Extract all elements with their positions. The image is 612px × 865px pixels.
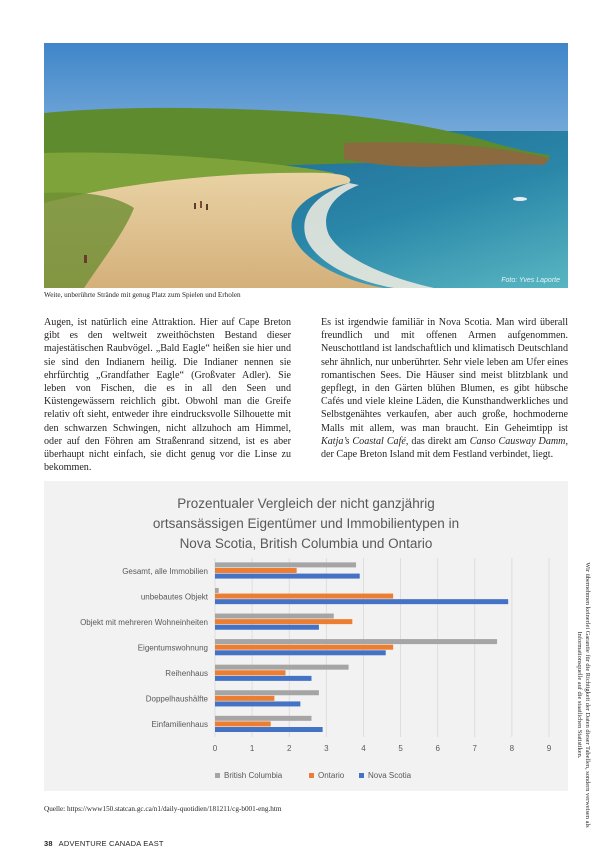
bar-nova-scotia [215,676,311,681]
category-label: Eigentumswohnung [137,643,208,653]
disclaimer-note: Wir übernehmen keinerlei Garantie für die Richtigkeit der Daten dieser Tabellen, sondern verweisen als Informationsquelle auf die staatlichen Statistiken. [576,562,591,828]
article-column-right [321,316,568,461]
bar-british-columbia [215,588,219,593]
x-tick-label: 8 [509,744,515,753]
x-tick-label: 3 [324,744,329,753]
source-line: Quelle: https://www150.statcan.gc.ca/n1/daily-quotidien/181211/cg-b001-eng.htm [44,805,282,813]
x-tick-label: 6 [435,744,440,753]
article-text: , das direkt am [405,435,470,447]
x-tick-label: 2 [286,744,292,753]
photo-credit: Foto: Yves Laporte [501,277,560,284]
dam-name: Canso Causway Damm [469,435,566,447]
chart-title-line: Prozentualer Vergleich der nicht ganzjährig [177,496,435,511]
page-number: 38 [44,839,53,848]
x-tick-label: 7 [472,744,478,753]
bar-nova-scotia [215,599,508,604]
cafe-name: Katja’s Coastal Café [321,435,406,447]
x-tick-label: 1 [249,744,255,753]
legend-label: Nova Scotia [368,771,412,780]
bar-british-columbia [215,614,334,619]
bar-chart [44,481,568,791]
bar-nova-scotia [215,574,360,579]
bar-ontario [215,670,286,675]
category-label: Einfamilienhaus [151,720,208,730]
article-text: , der Cape Breton Island mit dem Festland verbindet, liegt. [321,435,568,461]
bar-ontario [215,721,271,726]
category-label: Gesamt, alle Immobilien [122,566,208,576]
chart-title-line: ortsansässigen Eigentümer und Immobilientypen in [152,516,460,531]
bar-british-columbia [215,639,497,644]
article-text: Es ist irgendwie familiär in Nova Scotia. Man wird überall freundlich und mit offenen Armen aufgenommen. Neuschottland ist landschaftlich und klimatisch Deutschland sehr ähnlich, nur unberührter. Sehr viele leben am Ufer eines romantischen Sees. Die Häuser sind meist blitzblank und gepflegt, in den Gärten blühen Blumen, es gibt hübsche Cafés und viele kleine Läden, die Kunsthandwerkliches und Selbstgenähtes verkaufen, aber auch große, hochmoderne Malls mit allem, was man braucht. Ein Geheimtipp ist [321,317,568,434]
x-tick-label: 9 [546,744,552,753]
bar-nova-scotia [215,701,300,706]
bar-british-columbia [215,562,356,567]
photo-caption: Weite, unberührte Strände mit genug Platz zum Spielen und Erholen [44,291,241,299]
category-label: unbebautes Objekt [140,592,208,602]
bar-ontario [215,645,393,650]
x-tick-label: 0 [212,744,218,753]
beach-photo [44,43,568,288]
x-tick-label: 5 [398,744,403,753]
x-tick-label: 4 [361,744,366,753]
bar-british-columbia [215,716,311,721]
magazine-title: ADVENTURE CANADA EAST [58,839,164,848]
chart-canvas [44,481,568,791]
article-column-left [44,316,291,474]
legend-label: Ontario [318,771,345,780]
bar-nova-scotia [215,625,319,630]
bar-ontario [215,696,274,701]
bar-british-columbia [215,690,319,695]
legend-swatch [215,773,220,778]
bar-nova-scotia [215,650,386,655]
legend-label: British Columbia [224,771,283,780]
page-footer [44,839,164,848]
legend-swatch [359,773,364,778]
bar-ontario [215,594,393,599]
bar-nova-scotia [215,727,323,732]
category-label: Doppelhaushälfte [145,694,208,704]
category-label: Reihenhaus [165,669,208,679]
bar-ontario [215,568,297,573]
chart-title-line: Nova Scotia, British Columbia und Ontario [179,536,433,551]
article-paragraph: Augen, ist natürlich eine Attraktion. Hier auf Cape Breton gibt es den weltweit zweithöchsten Bestand dieser majestätischen Raubvögel. „Bald Eagle“ heißen sie hier und sie sind den Indianern heilig. Die Indianer nennen sie ehrfürchtig „Grandfather Eagle“ (Großvater Adler). Sie leben von Fischen, die es in all den Seen und Küstengewässern reichlich gibt. Obwohl man die Greife relativ oft sieht, entweder ihre eindrucksvolle Silhouette mit den schwarzen Schwingen, nicht allzuhoch am Himmel, oder auf den Föhren am Straßenrand sitzend, ist es aber überhaupt nicht einfach, sie dicht genug vor die Linse zu bekommen. [44,317,291,474]
legend-swatch [309,773,314,778]
category-label: Objekt mit mehreren Wohneinheiten [80,617,208,627]
article-paragraph [321,316,568,461]
bar-british-columbia [215,665,349,670]
bar-ontario [215,619,352,624]
